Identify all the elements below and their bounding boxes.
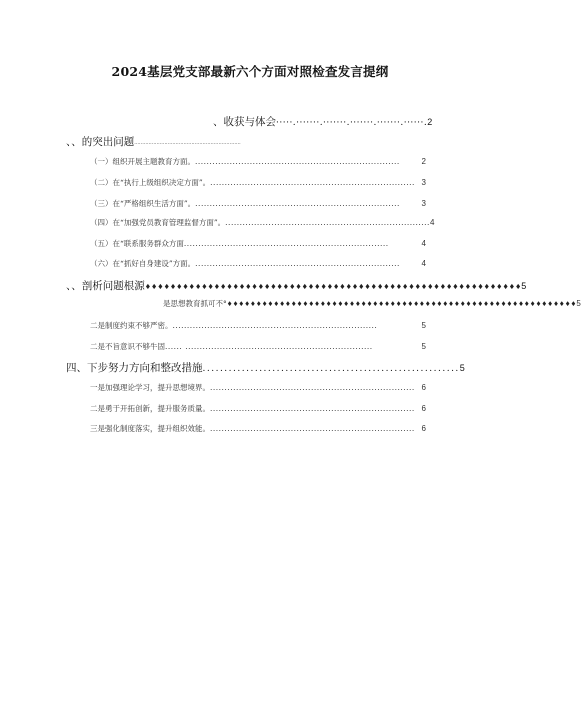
toc-entry-label: （一）组织开展主题教育方面。 bbox=[90, 157, 195, 166]
toc-entry-label: 四、下步努力方向和整改措施 bbox=[66, 362, 203, 374]
toc-entry[interactable] bbox=[90, 198, 426, 209]
document-title: 2024基层党支部最新六个方面对照检查发言提纲 bbox=[111, 64, 389, 79]
toc-entry[interactable] bbox=[163, 298, 581, 309]
toc-entry[interactable] bbox=[90, 382, 426, 393]
toc-leader: ....................................................................... bbox=[210, 178, 415, 187]
toc-page-number: 3 bbox=[421, 199, 426, 208]
toc-entry[interactable] bbox=[66, 278, 527, 293]
toc-leader: ....................................................................... bbox=[183, 239, 389, 248]
toc-entry[interactable] bbox=[213, 114, 433, 129]
toc-page-number: 5 bbox=[421, 321, 426, 330]
toc-page-number: 5 bbox=[576, 299, 581, 308]
toc-entry-label: 、、剖析问题根源 bbox=[66, 280, 145, 292]
toc-leader: ....................................................................... bbox=[210, 404, 415, 413]
toc-leader: ....................................................................... bbox=[172, 321, 378, 330]
toc-leader: ....................................................................... bbox=[225, 218, 430, 227]
toc-entry-label: 三是强化制度落实，提升组织效能。 bbox=[90, 424, 210, 433]
toc-entry[interactable] bbox=[90, 177, 426, 188]
toc-entry[interactable] bbox=[66, 134, 248, 149]
toc-entry-label: 是思想教育抓可不° bbox=[163, 299, 227, 308]
toc-entry-label: 二是勇于开拓创新，提升服务质量。 bbox=[90, 404, 210, 413]
toc-leader: ........................................................... bbox=[202, 364, 460, 374]
toc-page-number: 6 bbox=[421, 424, 426, 433]
toc-entry[interactable] bbox=[90, 403, 426, 414]
toc-leader: ....................................................................... bbox=[195, 199, 400, 208]
toc-entry[interactable] bbox=[90, 238, 426, 249]
toc-page-number: 5 bbox=[521, 281, 527, 291]
toc-entry-label: 一是加强理论学习，提升思想境界。 bbox=[90, 383, 210, 392]
toc-entry-label: 二是不旨意识不够牛固 bbox=[90, 342, 165, 351]
toc-page-number: 2 bbox=[427, 117, 433, 127]
toc-leader: ♦♦♦♦♦♦♦♦♦♦♦♦♦♦♦♦♦♦♦♦♦♦♦♦♦♦♦♦♦♦♦♦♦♦♦♦♦♦♦♦♦♦♦♦♦♦♦♦♦♦♦♦♦♦♦♦♦♦♦♦ bbox=[144, 283, 522, 291]
toc-entry-label: 、、的突出问题 bbox=[66, 136, 135, 148]
toc-page-number: 4 bbox=[429, 218, 435, 227]
toc-page-number: 5 bbox=[459, 363, 465, 373]
toc-entry-label: （三）在“严格组织生活方面”。 bbox=[90, 199, 196, 208]
toc-leader: ··································································· bbox=[134, 141, 241, 147]
toc-page-number: 6 bbox=[421, 383, 426, 392]
toc-entry[interactable] bbox=[90, 217, 435, 228]
toc-page-number: 3 bbox=[421, 178, 426, 187]
toc-leader: ....................................................................... bbox=[195, 259, 400, 268]
toc-entry-label: 二是制度约束不够严密。 bbox=[90, 321, 173, 330]
toc-page-number: 2 bbox=[421, 157, 426, 166]
toc-leader: ....................................................................... bbox=[210, 424, 415, 433]
toc-entry[interactable] bbox=[90, 258, 426, 269]
toc-leader: ....................................................................... bbox=[195, 157, 400, 166]
toc-leader: ♦♦♦♦♦♦♦♦♦♦♦♦♦♦♦♦♦♦♦♦♦♦♦♦♦♦♦♦♦♦♦♦♦♦♦♦♦♦♦♦♦♦♦♦♦♦♦♦♦♦♦♦♦♦♦♦♦♦♦♦ bbox=[226, 300, 577, 308]
toc-entry[interactable] bbox=[90, 320, 426, 331]
toc-entry-label: （五）在“联系服务群众方面 bbox=[90, 239, 184, 248]
toc-entry-label: （六）在“抓好自身建设”方面。 bbox=[90, 259, 196, 268]
toc-entry[interactable] bbox=[90, 156, 426, 167]
toc-leader: ...... ................................................................. bbox=[165, 342, 373, 351]
toc-leader: ·····.·······.·······.·······.·······.······. bbox=[276, 118, 428, 128]
toc-leader: ....................................................................... bbox=[210, 383, 415, 392]
toc-entry[interactable] bbox=[90, 341, 426, 352]
toc-page-number: 4 bbox=[421, 239, 426, 248]
toc-entry-label: （二）在“执行上级组织决定方面”。 bbox=[90, 178, 211, 187]
toc-entry[interactable] bbox=[90, 423, 426, 434]
toc-entry-label: （四）在“加强党员教育管理监督方面”。 bbox=[90, 218, 226, 227]
toc-entry[interactable] bbox=[66, 360, 465, 375]
toc-page-number: 5 bbox=[421, 342, 426, 351]
toc-page-number: 6 bbox=[421, 404, 426, 413]
toc-page-number: 4 bbox=[421, 259, 426, 268]
toc-entry-label: 、收获与体会 bbox=[213, 116, 276, 128]
